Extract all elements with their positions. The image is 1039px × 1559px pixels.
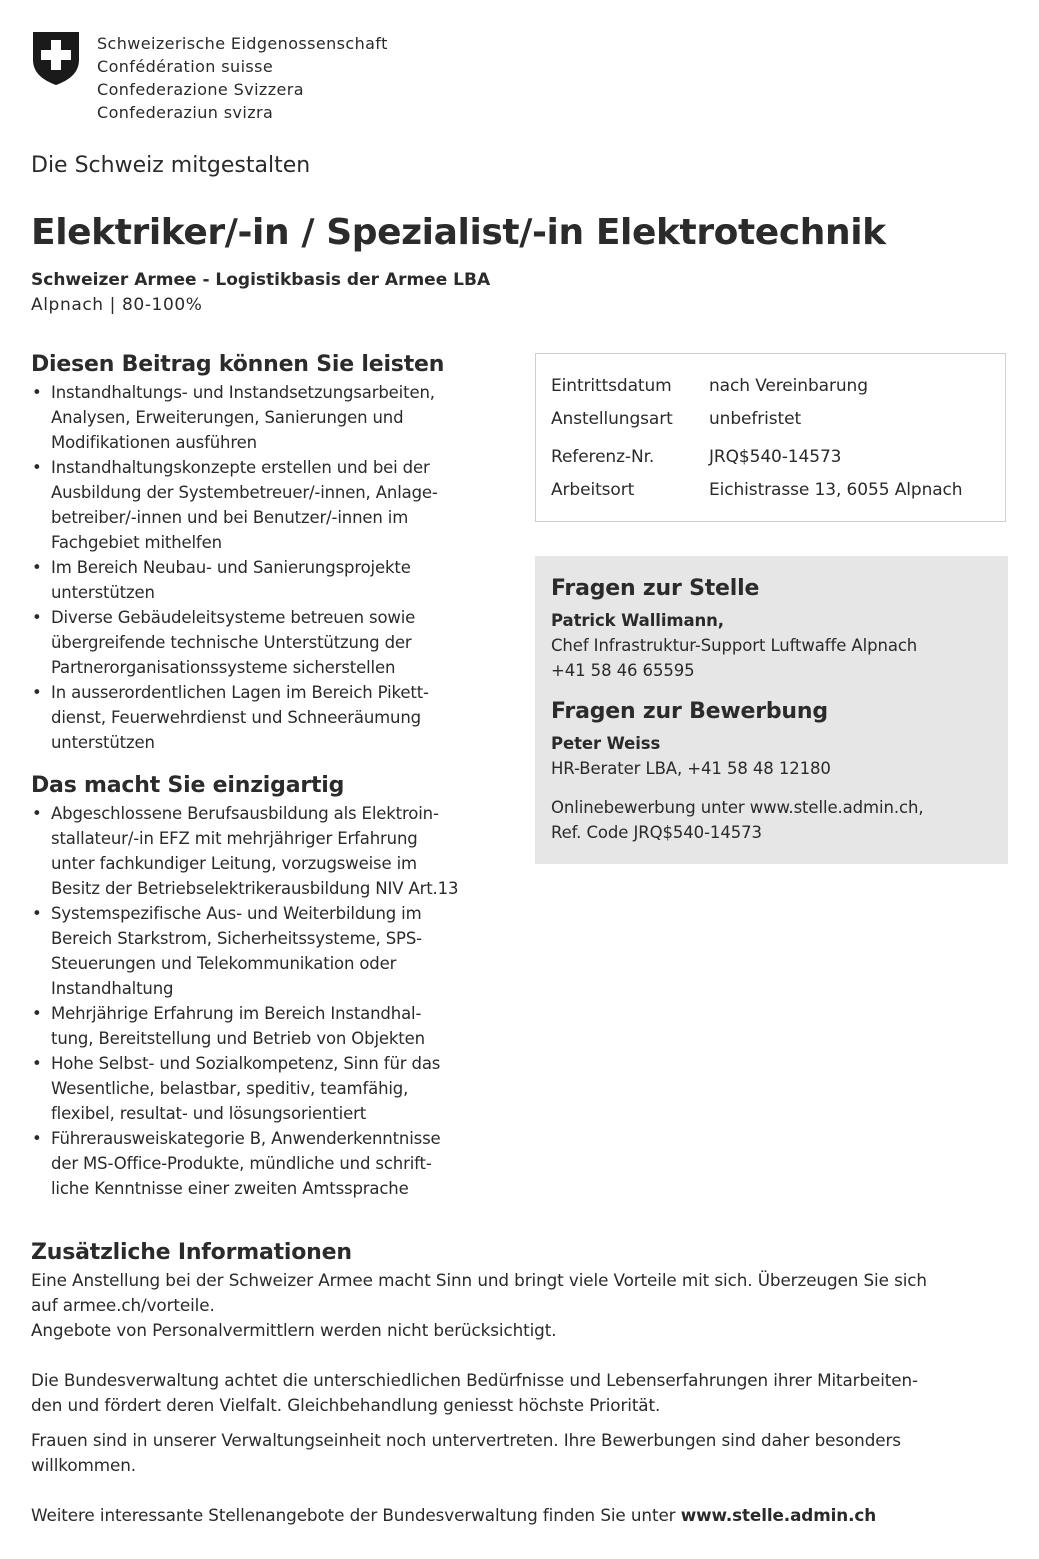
line: stallateur/-in EFZ mit mehrjähriger Erfahrung: [51, 829, 418, 848]
paragraph-diversity: [31, 1368, 1016, 1418]
detail-value: JRQ$540-14573: [709, 447, 842, 467]
tagline: Die Schweiz mitgestalten: [31, 153, 311, 178]
swiss-federal-logo: [31, 30, 81, 86]
contribution-heading: Diesen Beitrag können Sie leisten: [31, 352, 445, 377]
job-title: Elektriker/-in / Spezialist/-in Elektrotechnik: [31, 212, 886, 253]
list-item: [31, 455, 511, 555]
line: flexibel, resultat- und lösungsorientiert: [51, 1104, 367, 1123]
unique-heading: Das macht Sie einzigartig: [31, 773, 345, 798]
additional-information: [31, 1238, 1016, 1528]
line: der MS-Office-Produkte, mündliche und schrift-: [51, 1154, 432, 1173]
line: dienst, Feuerwehrdienst und Schneeräumung: [51, 708, 421, 727]
footer-line: [31, 1503, 1016, 1528]
detail-row-employment-type: [551, 409, 802, 429]
detail-value: Eichistrasse 13, 6055 Alpnach: [709, 480, 963, 500]
online-application-line[interactable]: Onlinebewerbung unter www.stelle.admin.ch,: [551, 798, 924, 817]
stelle-admin-link[interactable]: www.stelle.admin.ch: [680, 1505, 877, 1525]
detail-row-workplace: [551, 480, 963, 500]
line: In ausserordentlichen Lagen im Bereich Pikett-: [51, 683, 429, 702]
line: Wesentliche, belastbar, speditiv, teamfähig,: [51, 1079, 409, 1098]
line: Ausbildung der Systembetreuer/-innen, Anlage-: [51, 483, 438, 502]
line: Abgeschlossene Berufsausbildung als Elektroin-: [51, 804, 439, 823]
line: Frauen sind in unserer Verwaltungseinheit noch untervertreten. Ihre Bewerbungen sind daher besonders: [31, 1430, 901, 1450]
line: Instandhaltungskonzepte erstellen und bei der: [51, 458, 430, 477]
list-item: [31, 555, 511, 605]
line: Mehrjährige Erfahrung im Bereich Instandhal-: [51, 1004, 422, 1023]
line: Partnerorganisationssysteme sicherstellen: [51, 658, 396, 677]
federal-name-de: Schweizerische Eidgenossenschaft: [97, 34, 388, 53]
application-contact-role: HR-Berater LBA, +41 58 48 12180: [551, 759, 831, 778]
swiss-cross-shield-icon: [31, 30, 81, 86]
line: Steuerungen und Telekommunikation oder: [51, 954, 397, 973]
line: Instandhaltung: [51, 979, 174, 998]
detail-value: unbefristet: [709, 409, 802, 429]
federal-name-rm: Confederaziun svizra: [97, 103, 274, 122]
job-questions-heading: Fragen zur Stelle: [551, 576, 760, 601]
line: Die Bundesverwaltung achtet die unterschiedlichen Bedürfnisse und Lebenserfahrungen ihrer Mitarbeiten-: [31, 1370, 919, 1390]
list-item: [31, 801, 511, 901]
line: willkommen.: [31, 1455, 136, 1475]
line: übergreifende technische Unterstützung der: [51, 633, 412, 652]
list-item: [31, 680, 511, 755]
line: Fachgebiet mithelfen: [51, 533, 222, 552]
line: Instandhaltungs- und Instandsetzungsarbeiten,: [51, 383, 435, 402]
application-questions-heading: Fragen zur Bewerbung: [551, 699, 828, 724]
line: betreiber/-innen und bei Benutzer/-innen im: [51, 508, 409, 527]
line: Eine Anstellung bei der Schweizer Armee macht Sinn und bringt viele Vorteile mit sich. Überzeugen Sie sich: [31, 1270, 927, 1290]
line: Angebote von Personalvermittlern werden nicht berücksichtigt.: [31, 1320, 557, 1340]
footer-text: Weitere interessante Stellenangebote der Bundesverwaltung finden Sie unter: [31, 1505, 681, 1525]
paragraph-benefits: [31, 1268, 1016, 1343]
line[interactable]: auf armee.ch/vorteile.: [31, 1295, 215, 1315]
job-description: [31, 350, 511, 1201]
list-item: [31, 1051, 511, 1126]
line: unterstützen: [51, 733, 155, 752]
job-contact-phone[interactable]: +41 58 46 65595: [551, 661, 695, 680]
line: Besitz der Betriebselektrikerausbildung NIV Art.13: [51, 879, 459, 898]
line: unter fachkundiger Leitung, vorzugsweise im: [51, 854, 417, 873]
line: Hohe Selbst- und Sozialkompetenz, Sinn für das: [51, 1054, 441, 1073]
detail-value: nach Vereinbarung: [709, 376, 868, 396]
detail-label: Referenz-Nr.: [551, 447, 655, 467]
federal-name-fr: Confédération suisse: [97, 57, 274, 76]
contact-box: [535, 556, 1008, 864]
job-contact-role: Chef Infrastruktur-Support Luftwaffe Alpnach: [551, 636, 918, 655]
detail-label: Anstellungsart: [551, 409, 673, 429]
detail-row-reference: [551, 447, 842, 467]
list-item: [31, 901, 511, 1001]
federal-name-block: [97, 32, 388, 124]
line: tung, Bereitstellung und Betrieb von Objekten: [51, 1029, 425, 1048]
detail-label: Arbeitsort: [551, 480, 635, 500]
paragraph-women: [31, 1428, 1016, 1478]
federal-name-it: Confederazione Svizzera: [97, 80, 304, 99]
line: unterstützen: [51, 583, 155, 602]
line: Führerausweiskategorie B, Anwenderkenntnisse: [51, 1129, 441, 1148]
list-item: [31, 1001, 511, 1051]
line: den und fördert deren Vielfalt. Gleichbehandlung geniesst höchste Priorität.: [31, 1395, 661, 1415]
list-item: [31, 605, 511, 680]
application-contact-name: Peter Weiss: [551, 734, 661, 753]
line: liche Kenntnisse einer zweiten Amtssprache: [51, 1179, 409, 1198]
line: Bereich Starkstrom, Sicherheitssysteme, SPS-: [51, 929, 422, 948]
list-item: [31, 1126, 511, 1201]
contribution-list: [31, 380, 511, 755]
job-details-box: [535, 353, 1006, 522]
detail-label: Eintrittsdatum: [551, 376, 672, 396]
additional-heading: Zusätzliche Informationen: [31, 1240, 352, 1265]
detail-row-start-date: [551, 376, 868, 396]
line: Modifikationen ausführen: [51, 433, 257, 452]
list-item: [31, 380, 511, 455]
job-location: Alpnach | 80-100%: [31, 295, 203, 315]
employer-name: Schweizer Armee - Logistikbasis der Armee LBA: [31, 270, 491, 290]
line: Analysen, Erweiterungen, Sanierungen und: [51, 408, 404, 427]
line: Systemspezifische Aus- und Weiterbildung im: [51, 904, 422, 923]
job-contact-name: Patrick Wallimann,: [551, 611, 724, 630]
line: Diverse Gebäudeleitsysteme betreuen sowie: [51, 608, 416, 627]
reference-code-line: Ref. Code JRQ$540-14573: [551, 823, 762, 842]
unique-list: [31, 801, 511, 1201]
line: Im Bereich Neubau- und Sanierungsprojekte: [51, 558, 411, 577]
